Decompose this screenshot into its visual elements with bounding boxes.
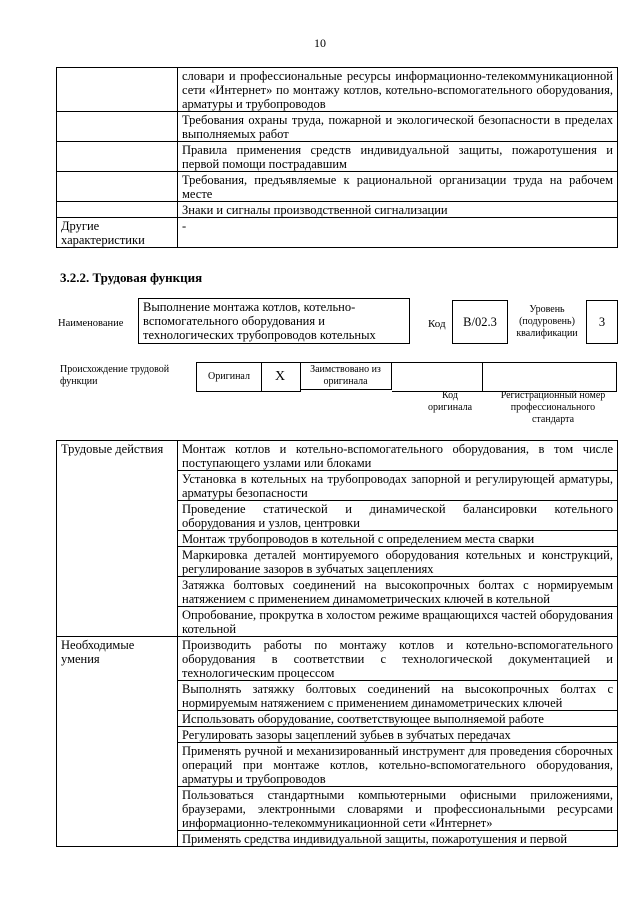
origin-label: Происхождение трудовой функции — [60, 364, 170, 387]
characteristics-table — [56, 67, 618, 248]
table-row — [57, 637, 618, 681]
skill-item: Выполнять затяжку болтовых соединений на высокопрочных болтах с нормируемым натяжением с применением динамометрических ключей — [178, 681, 618, 711]
skill-item: Использовать оборудование, соответствующее выполняемой работе — [178, 711, 618, 727]
action-item: Монтаж трубопроводов в котельной с определением места сварки — [178, 531, 618, 547]
table-row — [57, 172, 618, 202]
skill-item: Применять ручной и механизированный инструмент для проведения сборочных операций при монтаже котлов, котельно-вспомогательного оборудования, арматуры и трубопроводов — [178, 743, 618, 787]
row-text: словари и профессиональные ресурсы информационно-телекоммуникационной сети «Интернет» по монтажу котлов, котельно-вспомогательного оборудования, арматуры и трубопроводов — [178, 68, 618, 112]
page-number: 10 — [314, 36, 326, 50]
row-label: Другие характеристики — [57, 218, 178, 248]
action-item: Установка в котельных на трубопроводах запорной и регулирующей арматуры, арматуры безопасности — [178, 471, 618, 501]
table-row — [57, 441, 618, 471]
section-heading: 3.2.2. Трудовая функция — [60, 270, 203, 285]
reg-number-caption: Регистрационный номер профессионального стандарта — [500, 390, 606, 425]
reg-number-box — [482, 362, 617, 392]
skills-label: Необходимые умения — [57, 637, 178, 847]
code-label: Код — [428, 318, 446, 330]
borrowed-label: Заимствовано из оригинала — [300, 362, 392, 390]
function-name-box — [138, 298, 410, 344]
skill-item: Пользоваться стандартными компьютерными офисными приложениями, браузерами, электронными словарями и профессиональными ресурсами информационно-телекоммуникационной сети «Интернет» — [178, 787, 618, 831]
actions-label: Трудовые действия — [57, 441, 178, 637]
row-text: - — [178, 218, 618, 248]
action-item: Опробование, прокрутка в холостом режиме вращающихся частей оборудования котельной — [178, 607, 618, 637]
table-row — [57, 218, 618, 248]
row-label — [57, 202, 178, 218]
action-item: Затяжка болтовых соединений на высокопрочных болтах с нормируемым натяжением с применением динамометрических ключей в котельной — [178, 577, 618, 607]
row-label — [57, 112, 178, 142]
row-text: Знаки и сигналы производственной сигнализации — [178, 202, 618, 218]
skill-item: Производить работы по монтажу котлов и котельно-вспомогательного оборудования в соответствии с технологической документацией и технологическим процессом — [178, 637, 618, 681]
action-item: Маркировка деталей монтируемого оборудования котельных и конструкций, регулирование зазоров в зубчатых зацеплениях — [178, 547, 618, 577]
code-value: B/02.3 — [452, 300, 508, 344]
action-item: Монтаж котлов и котельно-вспомогательного оборудования, в том числе поступающего узлами или блоками — [178, 441, 618, 471]
function-details-table — [56, 440, 618, 847]
function-name: Выполнение монтажа котлов, котельно-вспомогательного оборудования и технологических трубопроводов котельных — [143, 300, 376, 342]
row-text: Требования, предъявляемые к рациональной организации труда на рабочем месте — [178, 172, 618, 202]
table-row — [57, 142, 618, 172]
table-row — [57, 202, 618, 218]
table-row — [57, 112, 618, 142]
code-original-box — [392, 362, 483, 392]
row-label — [57, 68, 178, 112]
name-label: Наименование — [58, 318, 124, 329]
code-original-caption: Код оригинала — [427, 390, 473, 413]
row-label — [57, 172, 178, 202]
skill-item: Применять средства индивидуальной защиты, пожаротушения и первой — [178, 831, 618, 847]
row-text: Правила применения средств индивидуальной защиты, пожаротушения и первой помощи пострадавшим — [178, 142, 618, 172]
level-value: 3 — [586, 300, 618, 344]
row-text: Требования охраны труда, пожарной и экологической безопасности в пределах выполняемых работ — [178, 112, 618, 142]
level-label: Уровень (подуровень) квалификации — [516, 304, 578, 339]
action-item: Проведение статической и динамической балансировки котельного оборудования и узлов, центровки — [178, 501, 618, 531]
skill-item: Регулировать зазоры зацеплений зубьев в зубчатых передачах — [178, 727, 618, 743]
row-label — [57, 142, 178, 172]
table-row — [57, 68, 618, 112]
original-mark: X — [260, 362, 301, 392]
original-label: Оригинал — [196, 362, 262, 392]
